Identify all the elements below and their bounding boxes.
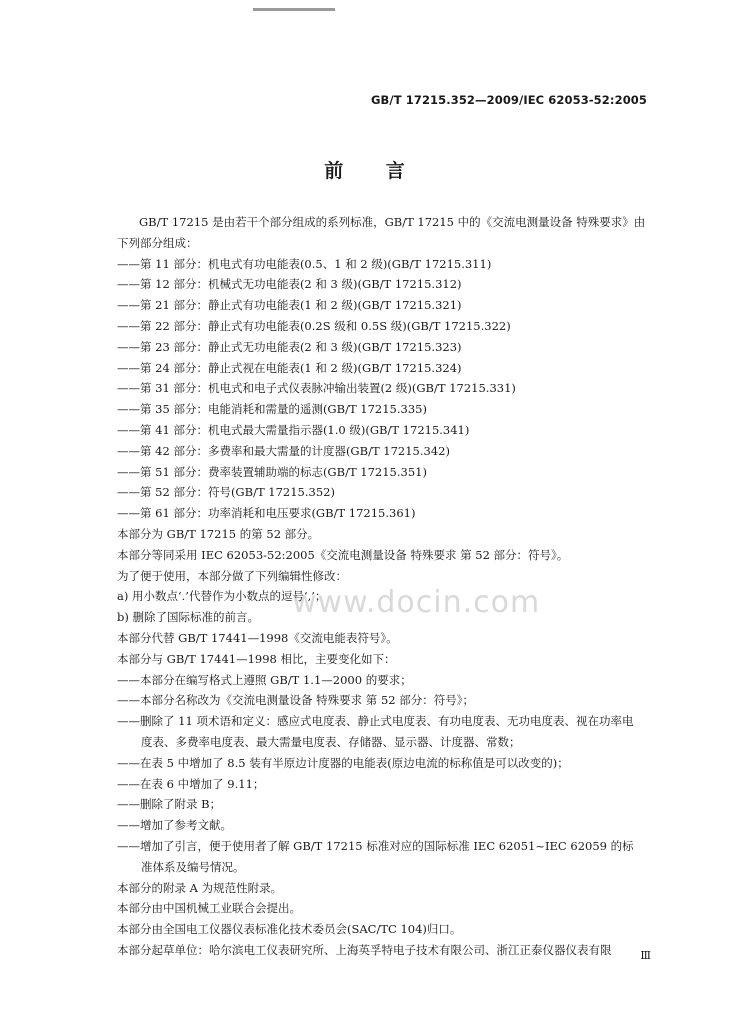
watermark: www.docin.com <box>292 585 541 620</box>
change-item-1: ——本部分在编写格式上遵照 GB/T 1.1—2000 的要求； <box>117 672 412 687</box>
part-item: ——第 52 部分：符号(GB/T 17215.352) <box>117 485 335 500</box>
para-replace: 本部分代替 GB/T 17441—1998《交流电能表符号》。 <box>117 630 398 645</box>
intro-line-1: GB/T 17215 是由若干个部分组成的系列标准，GB/T 17215 中的《交流电测量设备 特殊要求》由 <box>139 215 646 229</box>
para-managed: 本部分由全国电工仪器仪表标准化技术委员会(SAC/TC 104)归口。 <box>117 922 462 937</box>
scan-mark <box>253 8 335 11</box>
intro-line-2: 下列部分组成： <box>117 235 198 250</box>
para-drafters: 本部分起草单位：哈尔滨电工仪表研究所、上海英孚特电子技术有限公司、浙江正泰仪器仪表有限 <box>117 942 612 957</box>
change-item-5: ——在表 6 中增加了 9.11； <box>117 776 265 791</box>
part-item: ——第 22 部分：静止式有功电能表(0.2S 级和 0.5S 级)(GB/T 17215.322) <box>117 318 511 333</box>
page-number: Ⅲ <box>640 949 651 962</box>
part-item: ——第 24 部分：静止式视在电能表(1 和 2 级)(GB/T 17215.324) <box>117 360 462 375</box>
change-item-2: ——本部分名称改为《交流电测量设备 特殊要求 第 52 部分：符号》； <box>117 693 475 708</box>
part-item: ——第 51 部分：费率装置辅助端的标志(GB/T 17215.351) <box>117 464 427 479</box>
part-item: ——第 61 部分：功率消耗和电压要求(GB/T 17215.361) <box>117 506 416 521</box>
part-item: ——第 11 部分：机电式有功电能表(0.5、1 和 2 级)(GB/T 17215.311) <box>117 256 492 271</box>
para-proposed: 本部分由中国机械工业联合会提出。 <box>117 901 301 916</box>
para-part-52: 本部分为 GB/T 17215 的第 52 部分。 <box>117 526 320 541</box>
change-item-3-line-1: ——删除了 11 项术语和定义：感应式电度表、静止式电度表、有功电度表、无功电度表、视在功率电 <box>117 714 634 729</box>
change-item-8-line-1: ——增加了引言，便于使用者了解 GB/T 17215 标准对应的国际标准 IEC 62051~IEC 62059 的标 <box>117 838 634 853</box>
change-item-3-line-2: 度表、多费率电度表、最大需量电度表、存储器、显示器、计度器、常数； <box>141 734 521 749</box>
edit-item-b: b) 删除了国际标准的前言。 <box>117 610 260 625</box>
para-edit-intro: 为了便于使用，本部分做了下列编辑性修改： <box>117 568 347 583</box>
change-item-4: ——在表 5 中增加了 8.5 装有半原边计度器的电能表(原边电流的标称值是可以改变的)； <box>117 755 569 770</box>
part-item: ——第 23 部分：静止式无功电能表(2 和 3 级)(GB/T 17215.323) <box>117 339 462 354</box>
edit-item-a: a) 用小数点‘.’代替作为小数点的逗号‘,’； <box>117 589 327 604</box>
change-item-7: ——增加了参考文献。 <box>117 818 232 833</box>
para-equivalent: 本部分等同采用 IEC 62053-52:2005《交流电测量设备 特殊要求 第 52 部分：符号》。 <box>117 547 569 562</box>
part-item: ——第 31 部分：机电式和电子式仪表脉冲输出装置(2 级)(GB/T 17215.331) <box>117 381 516 396</box>
para-annex: 本部分的附录 A 为规范性附录。 <box>117 880 283 895</box>
change-item-8-line-2: 准体系及编号情况。 <box>141 859 245 874</box>
standard-code-header: GB/T 17215.352—2009/IEC 62053-52:2005 <box>370 93 647 107</box>
part-item: ——第 41 部分：机电式最大需量指示器(1.0 级)(GB/T 17215.341) <box>117 422 470 437</box>
part-item: ——第 12 部分：机械式无功电能表(2 和 3 级)(GB/T 17215.312) <box>117 277 462 292</box>
part-item: ——第 21 部分：静止式有功电能表(1 和 2 级)(GB/T 17215.321) <box>117 298 462 313</box>
para-compare: 本部分与 GB/T 17441—1998 相比，主要变化如下： <box>117 651 396 666</box>
change-item-6: ——删除了附录 B； <box>117 797 222 812</box>
part-item: ——第 42 部分：多费率和最大需量的计度器(GB/T 17215.342) <box>117 443 450 458</box>
part-item: ——第 35 部分：电能消耗和需量的遥测(GB/T 17215.335) <box>117 402 427 417</box>
page-title: 前 言 <box>324 160 423 182</box>
